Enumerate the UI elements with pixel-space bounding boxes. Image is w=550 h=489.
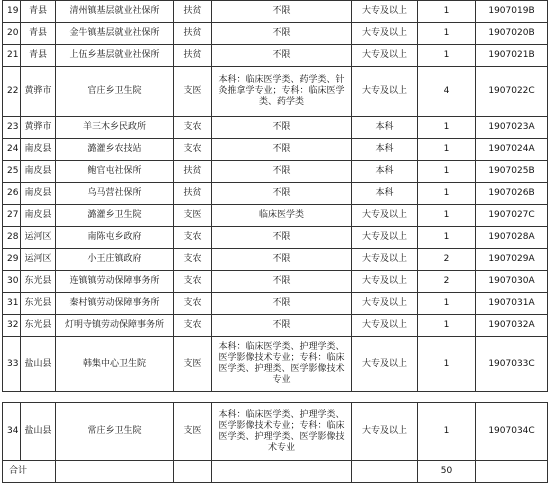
empty-cell — [56, 461, 174, 483]
total-row — [3, 461, 548, 483]
post-type-cell: 支医 — [174, 67, 212, 117]
county-cell: 黄骅市 — [21, 67, 56, 117]
table-row — [3, 315, 548, 337]
unit-cell: 潞灌乡卫生院 — [56, 205, 174, 227]
post-code-cell: 1907026B — [476, 183, 548, 205]
education-cell: 大专及以上 — [352, 205, 418, 227]
post-type-cell: 支农 — [174, 117, 212, 139]
row-number: 28 — [3, 227, 21, 249]
post-type-cell: 扶贫 — [174, 183, 212, 205]
unit-cell: 上伍乡基层就业社保所 — [56, 45, 174, 67]
unit-cell: 常庄乡卫生院 — [56, 403, 174, 461]
total-label: 合计 — [3, 461, 56, 483]
major-cell: 不限 — [212, 293, 352, 315]
table-row — [3, 1, 548, 23]
post-type-cell: 扶贫 — [174, 45, 212, 67]
recruitment-table — [2, 0, 548, 483]
table-row — [3, 227, 548, 249]
headcount-cell: 1 — [418, 139, 476, 161]
major-cell: 不限 — [212, 45, 352, 67]
post-type-cell: 支农 — [174, 315, 212, 337]
education-cell: 大专及以上 — [352, 403, 418, 461]
post-type-cell: 支农 — [174, 249, 212, 271]
headcount-cell: 1 — [418, 161, 476, 183]
table-gap — [3, 392, 548, 403]
post-type-cell: 支农 — [174, 139, 212, 161]
unit-cell: 南陈屯乡政府 — [56, 227, 174, 249]
headcount-cell: 1 — [418, 23, 476, 45]
table-row — [3, 205, 548, 227]
post-type-cell: 支农 — [174, 227, 212, 249]
post-code-cell: 1907028A — [476, 227, 548, 249]
table-row — [3, 23, 548, 45]
table-row — [3, 337, 548, 392]
post-type-cell: 扶贫 — [174, 161, 212, 183]
row-number: 30 — [3, 271, 21, 293]
post-code-cell: 1907022C — [476, 67, 548, 117]
row-number: 33 — [3, 337, 21, 392]
education-cell: 本科 — [352, 183, 418, 205]
table-row — [3, 45, 548, 67]
post-code-cell: 1907023A — [476, 117, 548, 139]
education-cell: 大专及以上 — [352, 227, 418, 249]
post-code-cell: 1907019B — [476, 1, 548, 23]
table-row — [3, 271, 548, 293]
post-code-cell: 1907025B — [476, 161, 548, 183]
row-number: 32 — [3, 315, 21, 337]
post-code-cell: 1907034C — [476, 403, 548, 461]
unit-cell: 秦村镇劳动保障事务所 — [56, 293, 174, 315]
row-number: 24 — [3, 139, 21, 161]
table-row — [3, 249, 548, 271]
headcount-cell: 4 — [418, 67, 476, 117]
major-cell: 临床医学类 — [212, 205, 352, 227]
education-cell: 大专及以上 — [352, 315, 418, 337]
county-cell: 东光县 — [21, 271, 56, 293]
post-type-cell: 支医 — [174, 337, 212, 392]
unit-cell: 羊三木乡民政所 — [56, 117, 174, 139]
post-code-cell: 1907030A — [476, 271, 548, 293]
table-row — [3, 161, 548, 183]
county-cell: 东光县 — [21, 315, 56, 337]
unit-cell: 清州镇基层就业社保所 — [56, 1, 174, 23]
headcount-cell: 1 — [418, 315, 476, 337]
major-cell: 不限 — [212, 271, 352, 293]
major-cell: 本科：临床医学类、护理学类、医学影像技术专业；专科：临床医学类、护理类、医学影像技术专业 — [212, 337, 352, 392]
major-cell: 不限 — [212, 161, 352, 183]
county-cell: 青县 — [21, 1, 56, 23]
education-cell: 大专及以上 — [352, 337, 418, 392]
major-cell: 本科：临床医学类、护理学类、医学影像技术专业；专科：临床医学类、护理学类、医学影像技术专业 — [212, 403, 352, 461]
unit-cell: 小王庄镇政府 — [56, 249, 174, 271]
row-number: 27 — [3, 205, 21, 227]
post-code-cell: 1907031A — [476, 293, 548, 315]
empty-cell — [212, 461, 352, 483]
county-cell: 运河区 — [21, 249, 56, 271]
post-code-cell: 1907021B — [476, 45, 548, 67]
education-cell: 大专及以上 — [352, 271, 418, 293]
empty-cell — [476, 461, 548, 483]
row-number: 34 — [3, 403, 21, 461]
major-cell: 本科：临床医学类、药学类、针灸推拿学专业；专科：临床医学类、药学类 — [212, 67, 352, 117]
county-cell: 南皮县 — [21, 205, 56, 227]
unit-cell: 乌马营社保所 — [56, 183, 174, 205]
county-cell: 盐山县 — [21, 337, 56, 392]
unit-cell: 官庄乡卫生院 — [56, 67, 174, 117]
post-code-cell: 1907029A — [476, 249, 548, 271]
post-type-cell: 扶贫 — [174, 23, 212, 45]
education-cell: 本科 — [352, 117, 418, 139]
education-cell: 大专及以上 — [352, 249, 418, 271]
row-number: 29 — [3, 249, 21, 271]
county-cell: 南皮县 — [21, 183, 56, 205]
table-row — [3, 183, 548, 205]
table-row — [3, 139, 548, 161]
post-type-cell: 支农 — [174, 293, 212, 315]
education-cell: 大专及以上 — [352, 1, 418, 23]
post-code-cell: 1907020B — [476, 23, 548, 45]
county-cell: 南皮县 — [21, 161, 56, 183]
unit-cell: 韩集中心卫生院 — [56, 337, 174, 392]
major-cell: 不限 — [212, 117, 352, 139]
headcount-cell: 1 — [418, 183, 476, 205]
post-code-cell: 1907032A — [476, 315, 548, 337]
row-number: 26 — [3, 183, 21, 205]
headcount-cell: 1 — [418, 1, 476, 23]
headcount-cell: 1 — [418, 45, 476, 67]
major-cell: 不限 — [212, 1, 352, 23]
major-cell: 不限 — [212, 315, 352, 337]
row-number: 23 — [3, 117, 21, 139]
unit-cell: 金牛镇基层就业社保所 — [56, 23, 174, 45]
row-number: 20 — [3, 23, 21, 45]
county-cell: 南皮县 — [21, 139, 56, 161]
post-code-cell: 1907033C — [476, 337, 548, 392]
post-type-cell: 支农 — [174, 271, 212, 293]
headcount-cell: 2 — [418, 249, 476, 271]
headcount-cell: 2 — [418, 271, 476, 293]
row-number: 22 — [3, 67, 21, 117]
major-cell: 不限 — [212, 23, 352, 45]
major-cell: 不限 — [212, 139, 352, 161]
post-type-cell: 支医 — [174, 205, 212, 227]
headcount-cell: 1 — [418, 337, 476, 392]
education-cell: 本科 — [352, 139, 418, 161]
county-cell: 黄骅市 — [21, 117, 56, 139]
row-number: 21 — [3, 45, 21, 67]
education-cell: 大专及以上 — [352, 293, 418, 315]
education-cell: 大专及以上 — [352, 67, 418, 117]
gap-cell — [3, 392, 548, 403]
major-cell: 不限 — [212, 227, 352, 249]
major-cell: 不限 — [212, 183, 352, 205]
post-type-cell: 支医 — [174, 403, 212, 461]
county-cell: 青县 — [21, 23, 56, 45]
major-cell: 不限 — [212, 249, 352, 271]
row-number: 19 — [3, 1, 21, 23]
row-number: 31 — [3, 293, 21, 315]
empty-cell — [174, 461, 212, 483]
empty-cell — [352, 461, 418, 483]
table-row — [3, 403, 548, 461]
post-code-cell: 1907027C — [476, 205, 548, 227]
post-code-cell: 1907024A — [476, 139, 548, 161]
unit-cell: 潞灌乡农技站 — [56, 139, 174, 161]
total-count: 50 — [418, 461, 476, 483]
headcount-cell: 1 — [418, 227, 476, 249]
county-cell: 青县 — [21, 45, 56, 67]
table-row — [3, 67, 548, 117]
headcount-cell: 1 — [418, 403, 476, 461]
headcount-cell: 1 — [418, 205, 476, 227]
education-cell: 本科 — [352, 161, 418, 183]
post-type-cell: 扶贫 — [174, 1, 212, 23]
unit-cell: 鲍官屯社保所 — [56, 161, 174, 183]
unit-cell: 连镇镇劳动保障事务所 — [56, 271, 174, 293]
table-row — [3, 117, 548, 139]
county-cell: 运河区 — [21, 227, 56, 249]
headcount-cell: 1 — [418, 293, 476, 315]
county-cell: 东光县 — [21, 293, 56, 315]
headcount-cell: 1 — [418, 117, 476, 139]
unit-cell: 灯明寺镇劳动保障事务所 — [56, 315, 174, 337]
education-cell: 大专及以上 — [352, 45, 418, 67]
table-row — [3, 293, 548, 315]
county-cell: 盐山县 — [21, 403, 56, 461]
education-cell: 大专及以上 — [352, 23, 418, 45]
row-number: 25 — [3, 161, 21, 183]
